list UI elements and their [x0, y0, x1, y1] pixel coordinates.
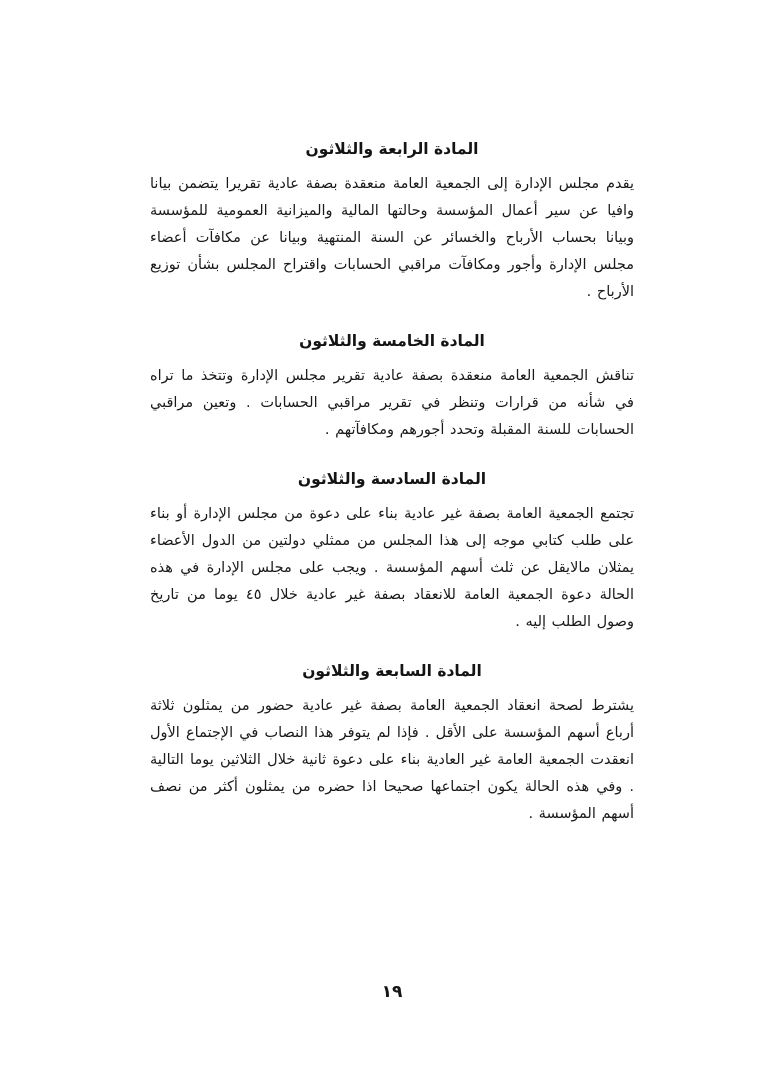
article-heading: المادة السادسة والثلاثون — [297, 470, 487, 488]
article-36 — [150, 470, 634, 636]
article-body: يقدم مجلس الإدارة إلى الجمعية العامة منعقدة بصفة عادية تقريرا يتضمن بيانا وافيا عن سير أعمال المؤسسة وحالتها المالية والميزانية العمومية للمؤسسة وبيانا بحساب الأرباح والخسائر عن السنة المنتهية وبيانا عن مكافآت أعضاء مجلس الإدارة وأجور ومكافآت مراقبي الحسابات واقتراح المجلس بشأن توزيع الأرباح . — [150, 176, 634, 300]
page-content — [150, 140, 634, 832]
article-heading: المادة السابعة والثلاثون — [302, 662, 482, 680]
article-heading: المادة الرابعة والثلاثون — [305, 140, 479, 158]
article-body: تجتمع الجمعية العامة بصفة غير عادية بناء على دعوة من مجلس الإدارة أو بناء على طلب كتابي موجه إلى هذا المجلس من ممثلي دولتين من الدول الأعضاء يمثلان مالايقل عن ثلث أسهم المؤسسة . ويجب على مجلس الإدارة في هذه الحالة دعوة الجمعية العامة للانعقاد بصفة غير عادية خلال ٤٥ يوما من تاريخ وصول الطلب إليه . — [150, 506, 634, 630]
article-34 — [150, 140, 634, 306]
article-35 — [150, 332, 634, 444]
article-body: يشترط لصحة انعقاد الجمعية العامة بصفة غير عادية حضور من يمثلون ثلاثة أرباع أسهم المؤسسة على الأقل . فإذا لم يتوفر هذا النصاب في الإجتماع الأول انعقدت الجمعية العامة غير العادية بناء على دعوة ثانية خلال الثلاثين يوما التالية . وفي هذه الحالة يكون اجتماعها صحيحا اذا حضره من يمثلون أكثر من نصف أسهم المؤسسة . — [150, 698, 634, 822]
article-body: تناقش الجمعية العامة منعقدة بصفة عادية تقرير مجلس الإدارة وتتخذ ما تراه في شأنه من قرارات وتنظر في تقرير مراقبي الحسابات . وتعين مراقبي الحسابات للسنة المقبلة وتحدد أجورهم ومكافآتهم . — [150, 368, 634, 438]
page-number: ١٩ — [381, 982, 403, 1002]
article-37 — [150, 662, 634, 828]
article-heading: المادة الخامسة والثلاثون — [299, 332, 485, 350]
